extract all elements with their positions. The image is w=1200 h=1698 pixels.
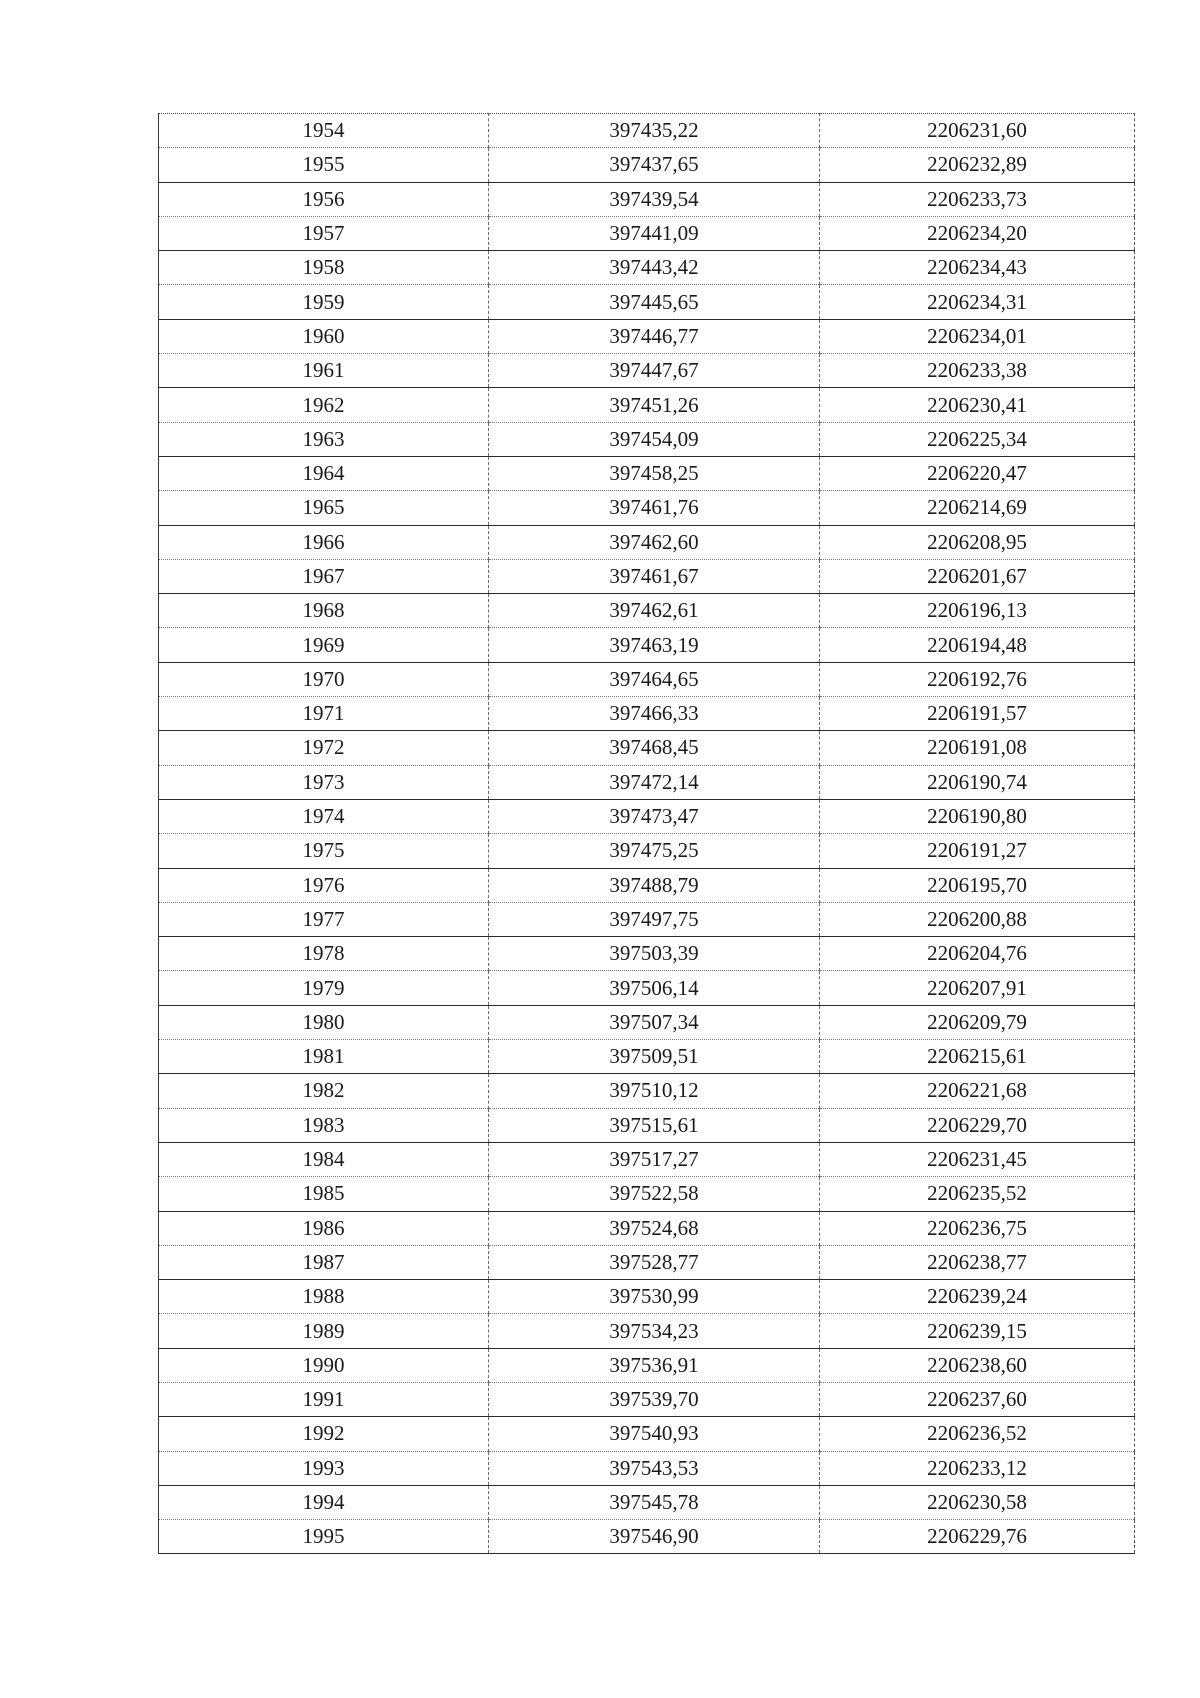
- table-row: [159, 354, 1135, 388]
- point-number-cell: 1956: [159, 182, 489, 216]
- point-number-cell: 1967: [159, 559, 489, 593]
- point-number-cell: 1985: [159, 1177, 489, 1211]
- x-coordinate-cell: 397545,78: [489, 1485, 820, 1519]
- y-coordinate-cell: 2206194,48: [820, 628, 1135, 662]
- table-row: [159, 628, 1135, 662]
- point-number-cell: 1957: [159, 216, 489, 250]
- point-number-cell: 1973: [159, 765, 489, 799]
- y-coordinate-cell: 2206234,43: [820, 251, 1135, 285]
- point-number-cell: 1988: [159, 1280, 489, 1314]
- y-coordinate-cell: 2206230,58: [820, 1485, 1135, 1519]
- table-row: [159, 937, 1135, 971]
- x-coordinate-cell: 397488,79: [489, 868, 820, 902]
- table-row: [159, 1417, 1135, 1451]
- y-coordinate-cell: 2206230,41: [820, 388, 1135, 422]
- point-number-cell: 1977: [159, 902, 489, 936]
- y-coordinate-cell: 2206209,79: [820, 1005, 1135, 1039]
- table-row: [159, 1142, 1135, 1176]
- x-coordinate-cell: 397517,27: [489, 1142, 820, 1176]
- point-number-cell: 1982: [159, 1074, 489, 1108]
- x-coordinate-cell: 397458,25: [489, 456, 820, 490]
- point-number-cell: 1975: [159, 834, 489, 868]
- y-coordinate-cell: 2206214,69: [820, 491, 1135, 525]
- x-coordinate-cell: 397515,61: [489, 1108, 820, 1142]
- table-row: [159, 594, 1135, 628]
- point-number-cell: 1983: [159, 1108, 489, 1142]
- y-coordinate-cell: 2206192,76: [820, 662, 1135, 696]
- y-coordinate-cell: 2206236,75: [820, 1211, 1135, 1245]
- y-coordinate-cell: 2206190,80: [820, 799, 1135, 833]
- x-coordinate-cell: 397543,53: [489, 1451, 820, 1485]
- y-coordinate-cell: 2206215,61: [820, 1040, 1135, 1074]
- point-number-cell: 1981: [159, 1040, 489, 1074]
- x-coordinate-cell: 397503,39: [489, 937, 820, 971]
- point-number-cell: 1976: [159, 868, 489, 902]
- x-coordinate-cell: 397446,77: [489, 319, 820, 353]
- table-row: [159, 1382, 1135, 1416]
- point-number-cell: 1963: [159, 422, 489, 456]
- x-coordinate-cell: 397447,67: [489, 354, 820, 388]
- x-coordinate-cell: 397435,22: [489, 114, 820, 148]
- point-number-cell: 1965: [159, 491, 489, 525]
- x-coordinate-cell: 397507,34: [489, 1005, 820, 1039]
- table-row: [159, 1245, 1135, 1279]
- point-number-cell: 1968: [159, 594, 489, 628]
- x-coordinate-cell: 397510,12: [489, 1074, 820, 1108]
- point-number-cell: 1960: [159, 319, 489, 353]
- x-coordinate-cell: 397472,14: [489, 765, 820, 799]
- x-coordinate-cell: 397464,65: [489, 662, 820, 696]
- y-coordinate-cell: 2206201,67: [820, 559, 1135, 593]
- table-row: [159, 114, 1135, 148]
- x-coordinate-cell: 397530,99: [489, 1280, 820, 1314]
- table-row: [159, 525, 1135, 559]
- point-number-cell: 1992: [159, 1417, 489, 1451]
- coordinates-table-body: [159, 114, 1135, 1554]
- table-row: [159, 285, 1135, 319]
- y-coordinate-cell: 2206231,45: [820, 1142, 1135, 1176]
- point-number-cell: 1962: [159, 388, 489, 422]
- point-number-cell: 1978: [159, 937, 489, 971]
- x-coordinate-cell: 397462,60: [489, 525, 820, 559]
- table-row: [159, 319, 1135, 353]
- table-row: [159, 251, 1135, 285]
- y-coordinate-cell: 2206191,08: [820, 731, 1135, 765]
- table-row: [159, 799, 1135, 833]
- y-coordinate-cell: 2206190,74: [820, 765, 1135, 799]
- x-coordinate-cell: 397468,45: [489, 731, 820, 765]
- y-coordinate-cell: 2206204,76: [820, 937, 1135, 971]
- point-number-cell: 1994: [159, 1485, 489, 1519]
- table-row: [159, 216, 1135, 250]
- x-coordinate-cell: 397473,47: [489, 799, 820, 833]
- y-coordinate-cell: 2206236,52: [820, 1417, 1135, 1451]
- x-coordinate-cell: 397540,93: [489, 1417, 820, 1451]
- y-coordinate-cell: 2206208,95: [820, 525, 1135, 559]
- table-row: [159, 1280, 1135, 1314]
- table-row: [159, 834, 1135, 868]
- point-number-cell: 1954: [159, 114, 489, 148]
- point-number-cell: 1970: [159, 662, 489, 696]
- point-number-cell: 1972: [159, 731, 489, 765]
- table-row: [159, 491, 1135, 525]
- x-coordinate-cell: 397475,25: [489, 834, 820, 868]
- point-number-cell: 1991: [159, 1382, 489, 1416]
- x-coordinate-cell: 397461,67: [489, 559, 820, 593]
- y-coordinate-cell: 2206200,88: [820, 902, 1135, 936]
- table-row: [159, 1485, 1135, 1519]
- x-coordinate-cell: 397466,33: [489, 697, 820, 731]
- table-row: [159, 1005, 1135, 1039]
- table-row: [159, 1108, 1135, 1142]
- y-coordinate-cell: 2206238,77: [820, 1245, 1135, 1279]
- x-coordinate-cell: 397522,58: [489, 1177, 820, 1211]
- x-coordinate-cell: 397445,65: [489, 285, 820, 319]
- x-coordinate-cell: 397443,42: [489, 251, 820, 285]
- point-number-cell: 1980: [159, 1005, 489, 1039]
- point-number-cell: 1974: [159, 799, 489, 833]
- y-coordinate-cell: 2206233,73: [820, 182, 1135, 216]
- table-row: [159, 148, 1135, 182]
- x-coordinate-cell: 397497,75: [489, 902, 820, 936]
- y-coordinate-cell: 2206207,91: [820, 971, 1135, 1005]
- coordinates-table: [158, 113, 1135, 1554]
- point-number-cell: 1987: [159, 1245, 489, 1279]
- y-coordinate-cell: 2206239,24: [820, 1280, 1135, 1314]
- y-coordinate-cell: 2206220,47: [820, 456, 1135, 490]
- y-coordinate-cell: 2206229,70: [820, 1108, 1135, 1142]
- table-row: [159, 731, 1135, 765]
- point-number-cell: 1958: [159, 251, 489, 285]
- table-row: [159, 1177, 1135, 1211]
- x-coordinate-cell: 397524,68: [489, 1211, 820, 1245]
- table-row: [159, 1040, 1135, 1074]
- table-row: [159, 456, 1135, 490]
- x-coordinate-cell: 397439,54: [489, 182, 820, 216]
- point-number-cell: 1979: [159, 971, 489, 1005]
- x-coordinate-cell: 397528,77: [489, 1245, 820, 1279]
- point-number-cell: 1989: [159, 1314, 489, 1348]
- y-coordinate-cell: 2206195,70: [820, 868, 1135, 902]
- table-row: [159, 1520, 1135, 1554]
- point-number-cell: 1969: [159, 628, 489, 662]
- table-row: [159, 902, 1135, 936]
- table-row: [159, 388, 1135, 422]
- x-coordinate-cell: 397506,14: [489, 971, 820, 1005]
- table-row: [159, 182, 1135, 216]
- point-number-cell: 1961: [159, 354, 489, 388]
- point-number-cell: 1984: [159, 1142, 489, 1176]
- table-row: [159, 1211, 1135, 1245]
- table-row: [159, 662, 1135, 696]
- y-coordinate-cell: 2206232,89: [820, 148, 1135, 182]
- x-coordinate-cell: 397539,70: [489, 1382, 820, 1416]
- point-number-cell: 1990: [159, 1348, 489, 1382]
- table-row: [159, 697, 1135, 731]
- x-coordinate-cell: 397509,51: [489, 1040, 820, 1074]
- table-row: [159, 1314, 1135, 1348]
- y-coordinate-cell: 2206233,12: [820, 1451, 1135, 1485]
- y-coordinate-cell: 2206233,38: [820, 354, 1135, 388]
- y-coordinate-cell: 2206191,27: [820, 834, 1135, 868]
- point-number-cell: 1966: [159, 525, 489, 559]
- x-coordinate-cell: 397462,61: [489, 594, 820, 628]
- x-coordinate-cell: 397463,19: [489, 628, 820, 662]
- y-coordinate-cell: 2206238,60: [820, 1348, 1135, 1382]
- point-number-cell: 1986: [159, 1211, 489, 1245]
- point-number-cell: 1971: [159, 697, 489, 731]
- x-coordinate-cell: 397451,26: [489, 388, 820, 422]
- x-coordinate-cell: 397536,91: [489, 1348, 820, 1382]
- table-row: [159, 868, 1135, 902]
- y-coordinate-cell: 2206231,60: [820, 114, 1135, 148]
- x-coordinate-cell: 397437,65: [489, 148, 820, 182]
- point-number-cell: 1955: [159, 148, 489, 182]
- y-coordinate-cell: 2206221,68: [820, 1074, 1135, 1108]
- x-coordinate-cell: 397534,23: [489, 1314, 820, 1348]
- x-coordinate-cell: 397454,09: [489, 422, 820, 456]
- table-row: [159, 1074, 1135, 1108]
- table-row: [159, 1451, 1135, 1485]
- y-coordinate-cell: 2206225,34: [820, 422, 1135, 456]
- x-coordinate-cell: 397441,09: [489, 216, 820, 250]
- table-row: [159, 971, 1135, 1005]
- point-number-cell: 1964: [159, 456, 489, 490]
- y-coordinate-cell: 2206234,20: [820, 216, 1135, 250]
- table-row: [159, 559, 1135, 593]
- y-coordinate-cell: 2206235,52: [820, 1177, 1135, 1211]
- point-number-cell: 1993: [159, 1451, 489, 1485]
- y-coordinate-cell: 2206234,01: [820, 319, 1135, 353]
- y-coordinate-cell: 2206229,76: [820, 1520, 1135, 1554]
- table-row: [159, 765, 1135, 799]
- point-number-cell: 1995: [159, 1520, 489, 1554]
- y-coordinate-cell: 2206234,31: [820, 285, 1135, 319]
- y-coordinate-cell: 2206196,13: [820, 594, 1135, 628]
- y-coordinate-cell: 2206239,15: [820, 1314, 1135, 1348]
- x-coordinate-cell: 397461,76: [489, 491, 820, 525]
- table-row: [159, 422, 1135, 456]
- x-coordinate-cell: 397546,90: [489, 1520, 820, 1554]
- point-number-cell: 1959: [159, 285, 489, 319]
- y-coordinate-cell: 2206237,60: [820, 1382, 1135, 1416]
- table-row: [159, 1348, 1135, 1382]
- y-coordinate-cell: 2206191,57: [820, 697, 1135, 731]
